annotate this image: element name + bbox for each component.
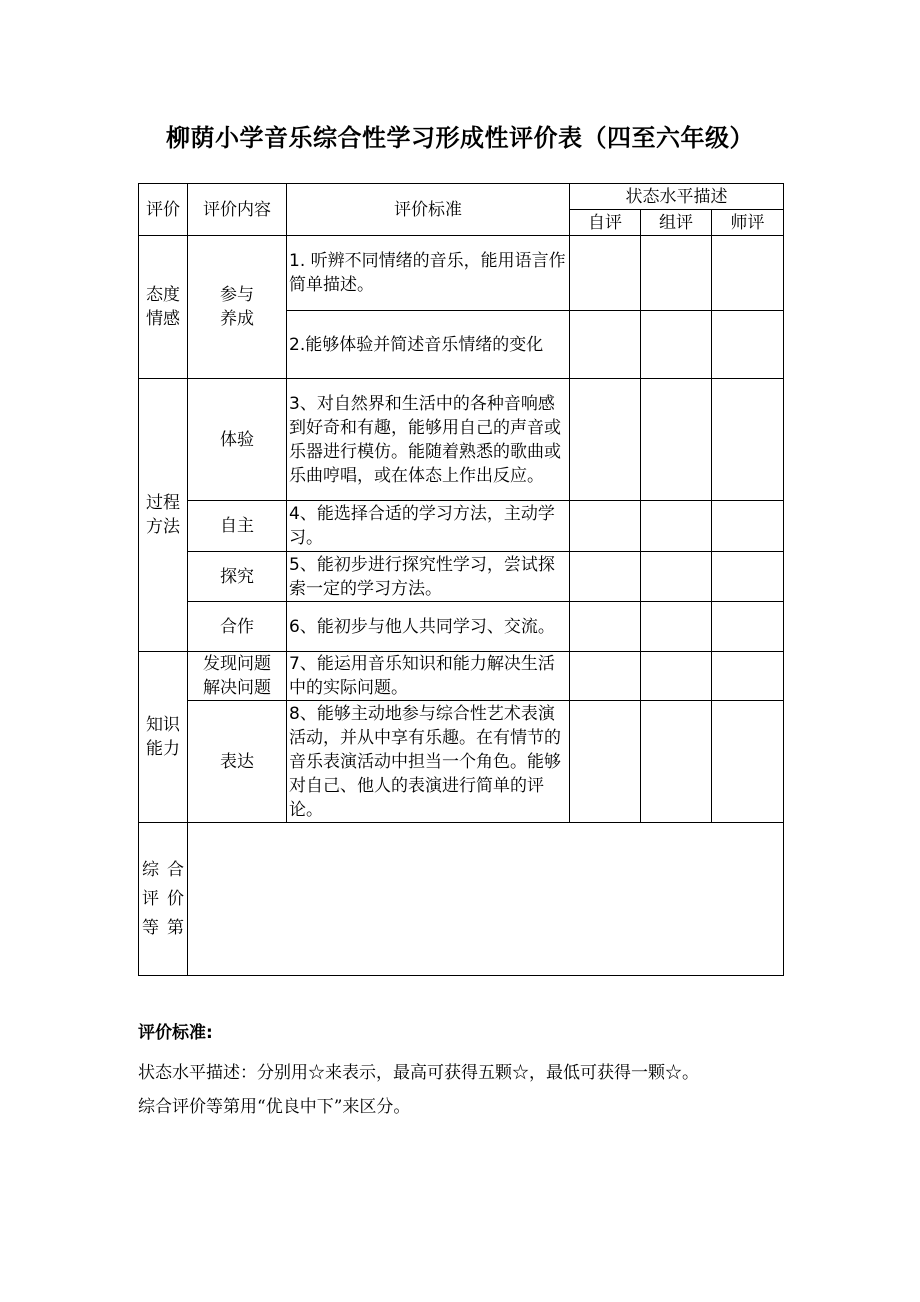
note-line-2: 综合评价等第用“优良中下”来区分。 <box>138 1097 411 1117</box>
overall-grade-label <box>139 823 188 976</box>
self-rating-2[interactable] <box>570 311 641 379</box>
standard-2: 2.能够体验并简述音乐情绪的变化 <box>287 311 570 379</box>
content-autonomy: 自主 <box>188 501 287 552</box>
group-rating-3[interactable] <box>641 379 712 501</box>
self-rating-3[interactable] <box>570 379 641 501</box>
category-knowledge <box>139 652 188 823</box>
group-rating-1[interactable] <box>641 236 712 311</box>
header-status: 状态水平描述 <box>570 184 784 210</box>
teacher-rating-5[interactable] <box>712 552 784 602</box>
category-label: 知识 能力 <box>146 715 180 759</box>
content-problem-solving <box>188 652 287 701</box>
header-group: 组评 <box>641 210 712 236</box>
content-participation <box>188 236 287 379</box>
teacher-rating-3[interactable] <box>712 379 784 501</box>
self-rating-8[interactable] <box>570 701 641 823</box>
overall-char: 等 <box>142 917 159 938</box>
content-cooperation: 合作 <box>188 602 287 652</box>
group-rating-6[interactable] <box>641 602 712 652</box>
content-label: 发现问题 解决问题 <box>203 654 271 698</box>
group-rating-4[interactable] <box>641 501 712 552</box>
group-rating-2[interactable] <box>641 311 712 379</box>
header-category: 评价 <box>139 184 188 236</box>
content-expression: 表达 <box>188 701 287 823</box>
standard-1: 1. 听辨不同情绪的音乐，能用语言作简单描述。 <box>287 236 570 311</box>
self-rating-4[interactable] <box>570 501 641 552</box>
category-label: 过程 方法 <box>146 493 180 537</box>
teacher-rating-6[interactable] <box>712 602 784 652</box>
header-self: 自评 <box>570 210 641 236</box>
overall-char: 第 <box>167 917 184 938</box>
self-rating-6[interactable] <box>570 602 641 652</box>
header-teacher: 师评 <box>712 210 784 236</box>
standard-8: 8、能够主动地参与综合性艺术表演活动，并从中享有乐趣。在有情节的音乐表演活动中担当一个角色。能够对自己、他人的表演进行简单的评论。 <box>287 701 570 823</box>
group-rating-8[interactable] <box>641 701 712 823</box>
category-label: 态度 情感 <box>146 285 180 329</box>
teacher-rating-1[interactable] <box>712 236 784 311</box>
group-rating-5[interactable] <box>641 552 712 602</box>
overall-char: 价 <box>167 888 184 909</box>
teacher-rating-7[interactable] <box>712 652 784 701</box>
self-rating-5[interactable] <box>570 552 641 602</box>
category-attitude <box>139 236 188 379</box>
group-rating-7[interactable] <box>641 652 712 701</box>
standard-3: 3、对自然界和生活中的各种音响感到好奇和有趣，能够用自己的声音或乐器进行模仿。能随着熟悉的歌曲或乐曲哼唱，或在体态上作出反应。 <box>287 379 570 501</box>
overall-char: 合 <box>167 859 184 880</box>
page-title: 柳荫小学音乐综合性学习形成性评价表（四至六年级） <box>166 124 754 152</box>
overall-char: 综 <box>142 859 159 880</box>
header-standard: 评价标准 <box>287 184 570 236</box>
note-line-1: 状态水平描述：分别用☆来表示，最高可获得五颗☆，最低可获得一颗☆。 <box>138 1063 699 1083</box>
content-experience: 体验 <box>188 379 287 501</box>
standard-5: 5、能初步进行探究性学习，尝试探索一定的学习方法。 <box>287 552 570 602</box>
header-content: 评价内容 <box>188 184 287 236</box>
standard-6: 6、能初步与他人共同学习、交流。 <box>287 602 570 652</box>
teacher-rating-8[interactable] <box>712 701 784 823</box>
content-label: 参与 养成 <box>220 285 254 329</box>
evaluation-table <box>138 183 784 976</box>
content-inquiry: 探究 <box>188 552 287 602</box>
category-process <box>139 379 188 652</box>
teacher-rating-4[interactable] <box>712 501 784 552</box>
notes-heading: 评价标准: <box>138 1023 213 1043</box>
self-rating-1[interactable] <box>570 236 641 311</box>
standard-4: 4、能选择合适的学习方法，主动学习。 <box>287 501 570 552</box>
standard-7: 7、能运用音乐知识和能力解决生活中的实际问题。 <box>287 652 570 701</box>
self-rating-7[interactable] <box>570 652 641 701</box>
teacher-rating-2[interactable] <box>712 311 784 379</box>
overall-char: 评 <box>142 888 159 909</box>
overall-grade-field[interactable] <box>188 823 784 976</box>
